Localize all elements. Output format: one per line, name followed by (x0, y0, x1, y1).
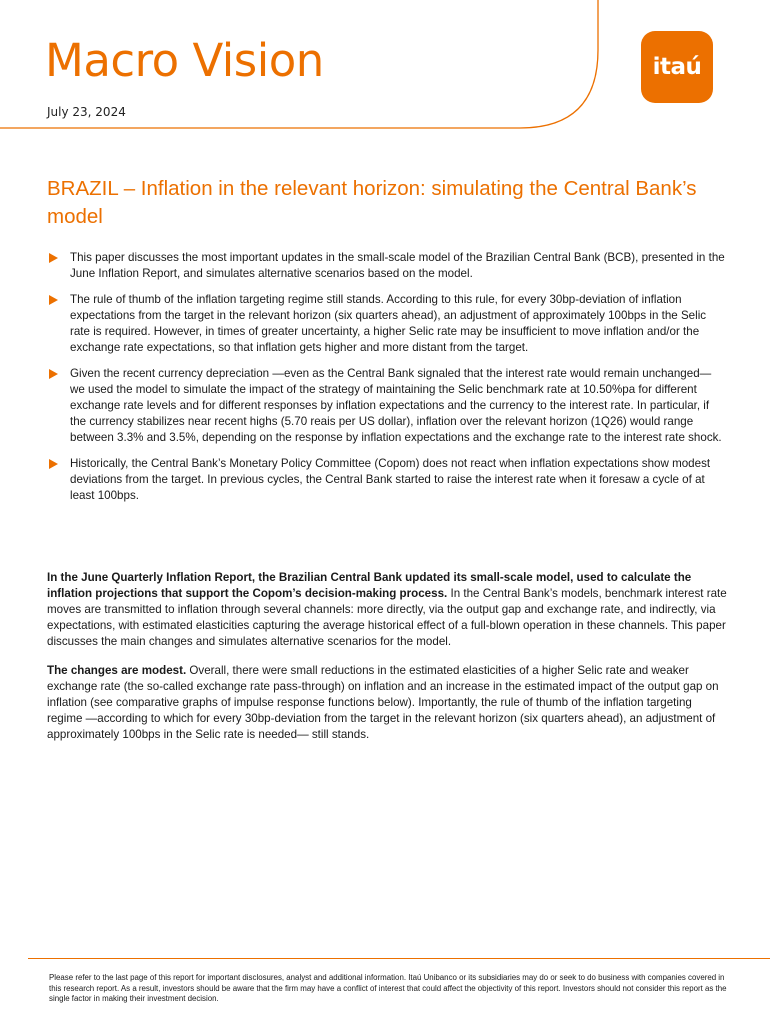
highlight-text: The rule of thumb of the inflation targeting regime still stands. According to this rule, for every 30bp-deviation of inflation expectations from the target in the relevant horizon (six quarters ahead), an adjustment of approximately 100bps in the Selic rate is required. However, in times of greater uncertainty, a higher Selic rate may be insufficient to move inflation and/or the exchange rate expectations, so that inflation gets higher and more distant from the target. (70, 293, 707, 354)
highlight-item (47, 250, 727, 282)
footer-disclaimer: Please refer to the last page of this report for important disclosures, analyst and additional information. Itaú Unibanco or its subsidiaries may do or seek to do business with companies covered in this research report. As a result, investors should be aware that the firm may have a conflict of interest that could affect the objectivity of this report. Investors should not consider this report as the single factor in making their investment decision. (49, 973, 727, 1003)
highlight-item (47, 366, 727, 446)
paragraph-lead: In the June Quarterly Inflation Report, the Brazilian Central Bank updated its small-scale model, used to calculate the inflation projections that support the Copom’s decision-making process. (47, 571, 692, 600)
report-headline: BRAZIL – Inflation in the relevant horizon: simulating the Central Bank’s model (47, 177, 697, 228)
highlight-text: Given the recent currency depreciation —even as the Central Bank signaled that the interest rate would remain unchanged— we used the model to simulate the impact of the strategy of maintaining the Selic benchmark rate at 10.50%pa for different exchange rate levels and for different responses by inflation expectations and the currency to the interest rate. In particular, if the currency stabilizes near recent highs (5.70 reais per US dollar), inflation over the relevant horizon (1Q26) would range between 3.3% and 3.5%, depending on the response by inflation expectations and the exchange rate to the interest rate shock. (70, 367, 722, 444)
report-date: July 23, 2024 (47, 105, 126, 119)
body-paragraph (47, 663, 727, 743)
triangle-bullet-icon (49, 253, 58, 263)
paragraph-text: In the Central Bank’s models, benchmark interest rate moves are transmitted to inflation through several channels: more directly, via the output gap and exchange rate, and indirectly, via expectations, with estimated elasticities capturing the average historical effect of a full-blown operation in these channels. This paper discusses the main changes and simulates alternative scenarios for the model. (47, 587, 727, 648)
highlight-text: This paper discusses the most important updates in the small-scale model of the Brazilian Central Bank (BCB), presented in the June Inflation Report, and simulates alternative scenarios based on the model. (70, 251, 725, 280)
logo-text: itaú (652, 54, 702, 80)
paragraph-text: Overall, there were small reductions in the estimated elasticities of a higher Selic rate and weaker exchange rate (the so-called exchange rate pass-through) on inflation and an increase in the estimated impact of the output gap on inflation (see comparative graphs of impulse response functions below). Importantly, the rule of thumb of the inflation targeting regime —according to which for every 30bp-deviation from the target in the relevant horizon (six quarters ahead), an adjustment of approximately 100bps in the Selic rate is needed— still stands. (47, 664, 719, 741)
paragraph-lead: The changes are modest. (47, 664, 187, 677)
triangle-bullet-icon (49, 459, 58, 469)
itau-logo (641, 31, 713, 103)
highlight-text: Historically, the Central Bank’s Monetary Policy Committee (Copom) does not react when inflation expectations show modest deviations from the target. In previous cycles, the Central Bank started to raise the interest rate when it foresaw a cycle of at least 100bps. (70, 457, 711, 502)
highlights-list (47, 250, 727, 514)
body-text (47, 570, 727, 756)
triangle-bullet-icon (49, 295, 58, 305)
highlight-item (47, 292, 727, 356)
footer-divider (28, 958, 770, 959)
brand-title: Macro Vision (45, 34, 324, 87)
highlight-item (47, 456, 727, 504)
body-paragraph (47, 570, 727, 650)
triangle-bullet-icon (49, 369, 58, 379)
